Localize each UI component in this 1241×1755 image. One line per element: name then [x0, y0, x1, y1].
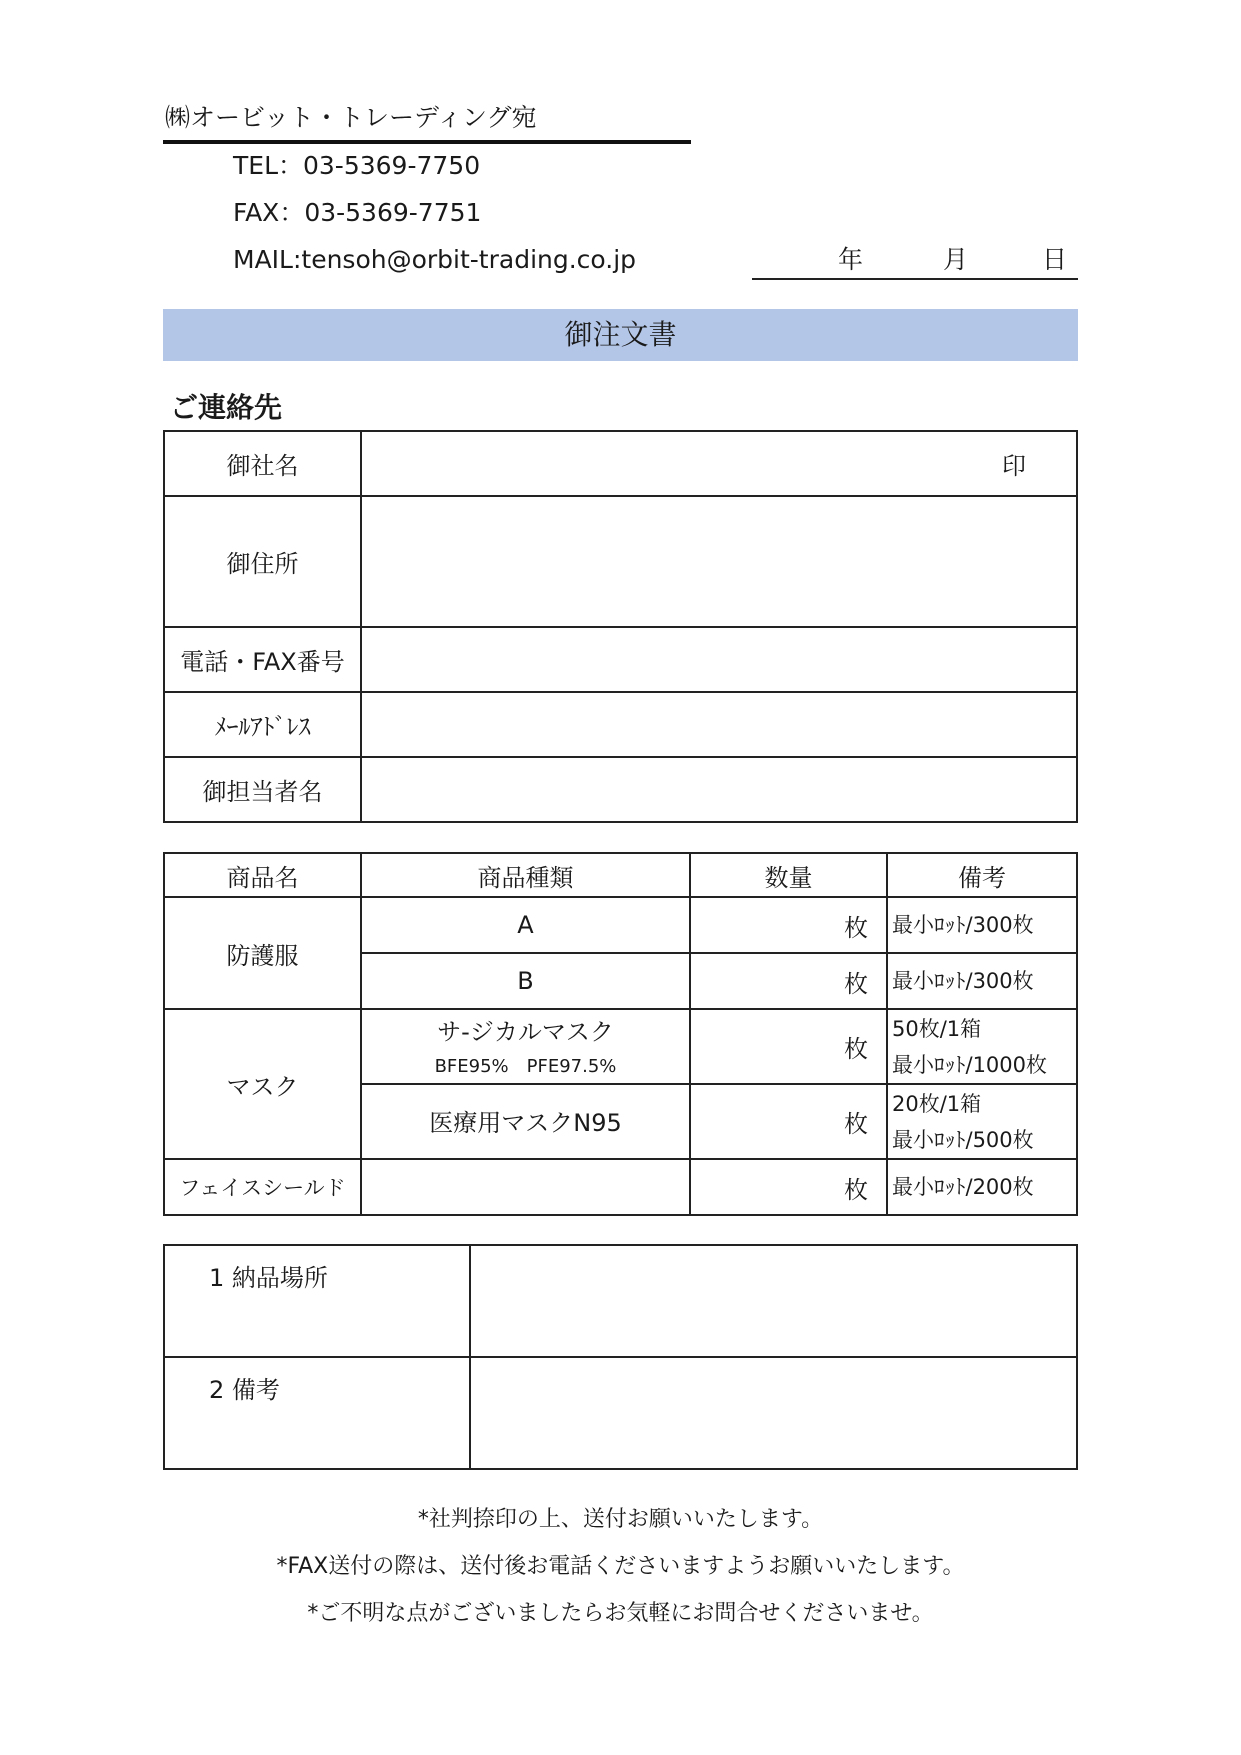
email-label: ﾒｰﾙｱﾄﾞﾚｽ: [164, 692, 361, 757]
product-name: マスク: [164, 1009, 361, 1159]
company-label: 御社名: [164, 431, 361, 496]
remark-text: 最小ﾛｯﾄ/1000枚: [892, 1052, 1048, 1077]
email-field[interactable]: [361, 692, 1077, 757]
remarks-field[interactable]: [470, 1357, 1077, 1469]
product-name: 防護服: [164, 897, 361, 1009]
phone-fax-label: 電話・FAX番号: [164, 627, 361, 692]
header-quantity: 数量: [690, 853, 887, 897]
product-type: 医療用マスクN95: [361, 1084, 690, 1159]
footer-note: *FAX送付の際は、送付後お電話くださいますようお願いいたします。: [276, 1554, 965, 1579]
remark-text: 最小ﾛｯﾄ/500枚: [892, 1127, 1034, 1152]
remarks-label: 2 備考: [164, 1357, 470, 1469]
delivery-place-field[interactable]: [470, 1245, 1077, 1357]
footer-note: *ご不明な点がございましたらお気軽にお問合せくださいませ。: [307, 1601, 934, 1626]
table-row: [164, 1159, 1077, 1215]
remark-text: 最小ﾛｯﾄ/200枚: [887, 1159, 1077, 1215]
date-month-label: 月: [943, 245, 969, 274]
delivery-table: [163, 1244, 1078, 1470]
order-table: [163, 852, 1078, 1216]
product-type: A: [361, 897, 690, 953]
date-year-label: 年: [838, 245, 864, 274]
table-row: [164, 1009, 1077, 1084]
remark-text: 50枚/1箱: [892, 1016, 982, 1041]
product-type: B: [361, 953, 690, 1009]
product-spec: BFE95% PFE97.5%: [434, 1055, 617, 1077]
product-type-cell: [361, 1009, 690, 1084]
document-title: 御注文書: [163, 309, 1078, 361]
address-field[interactable]: [361, 496, 1077, 627]
quantity-field[interactable]: 枚: [690, 1009, 887, 1084]
product-type[interactable]: [361, 1159, 690, 1215]
header-remarks: 備考: [887, 853, 1077, 897]
remark-text: 20枚/1箱: [892, 1091, 982, 1116]
contact-table: [163, 430, 1078, 823]
remark-cell: [887, 1084, 1077, 1159]
remark-text: 最小ﾛｯﾄ/300枚: [887, 897, 1077, 953]
person-label: 御担当者名: [164, 757, 361, 822]
fax-number: FAX：03-5369-7751: [233, 198, 482, 227]
footer-note: *社判捺印の上、送付お願いいたします。: [417, 1507, 824, 1532]
product-type: サ-ジカルマスク: [437, 1017, 614, 1046]
product-name: フェイスシールド: [164, 1159, 361, 1215]
address-label: 御住所: [164, 496, 361, 627]
remark-text: 最小ﾛｯﾄ/300枚: [887, 953, 1077, 1009]
date-day-label: 日: [1042, 245, 1068, 274]
seal-mark: 印: [1002, 452, 1026, 480]
quantity-field[interactable]: 枚: [690, 1159, 887, 1215]
tel-number: TEL：03-5369-7750: [233, 151, 481, 180]
delivery-place-label: 1 納品場所: [164, 1245, 470, 1357]
quantity-field[interactable]: 枚: [690, 897, 887, 953]
company-field[interactable]: [361, 431, 1077, 496]
remark-cell: [887, 1009, 1077, 1084]
phone-fax-field[interactable]: [361, 627, 1077, 692]
recipient-name: ㈱オービット・トレーディング宛: [165, 103, 537, 132]
recipient-underline: [163, 140, 691, 144]
header-product-name: 商品名: [164, 853, 361, 897]
quantity-field[interactable]: 枚: [690, 1084, 887, 1159]
person-field[interactable]: [361, 757, 1077, 822]
quantity-field[interactable]: 枚: [690, 953, 887, 1009]
email-address: MAIL:tensoh@orbit-trading.co.jp: [233, 245, 637, 274]
table-row: [164, 897, 1077, 953]
date-field[interactable]: [752, 238, 1078, 280]
contact-section-heading: ご連絡先: [170, 391, 283, 424]
header-product-type: 商品種類: [361, 853, 690, 897]
